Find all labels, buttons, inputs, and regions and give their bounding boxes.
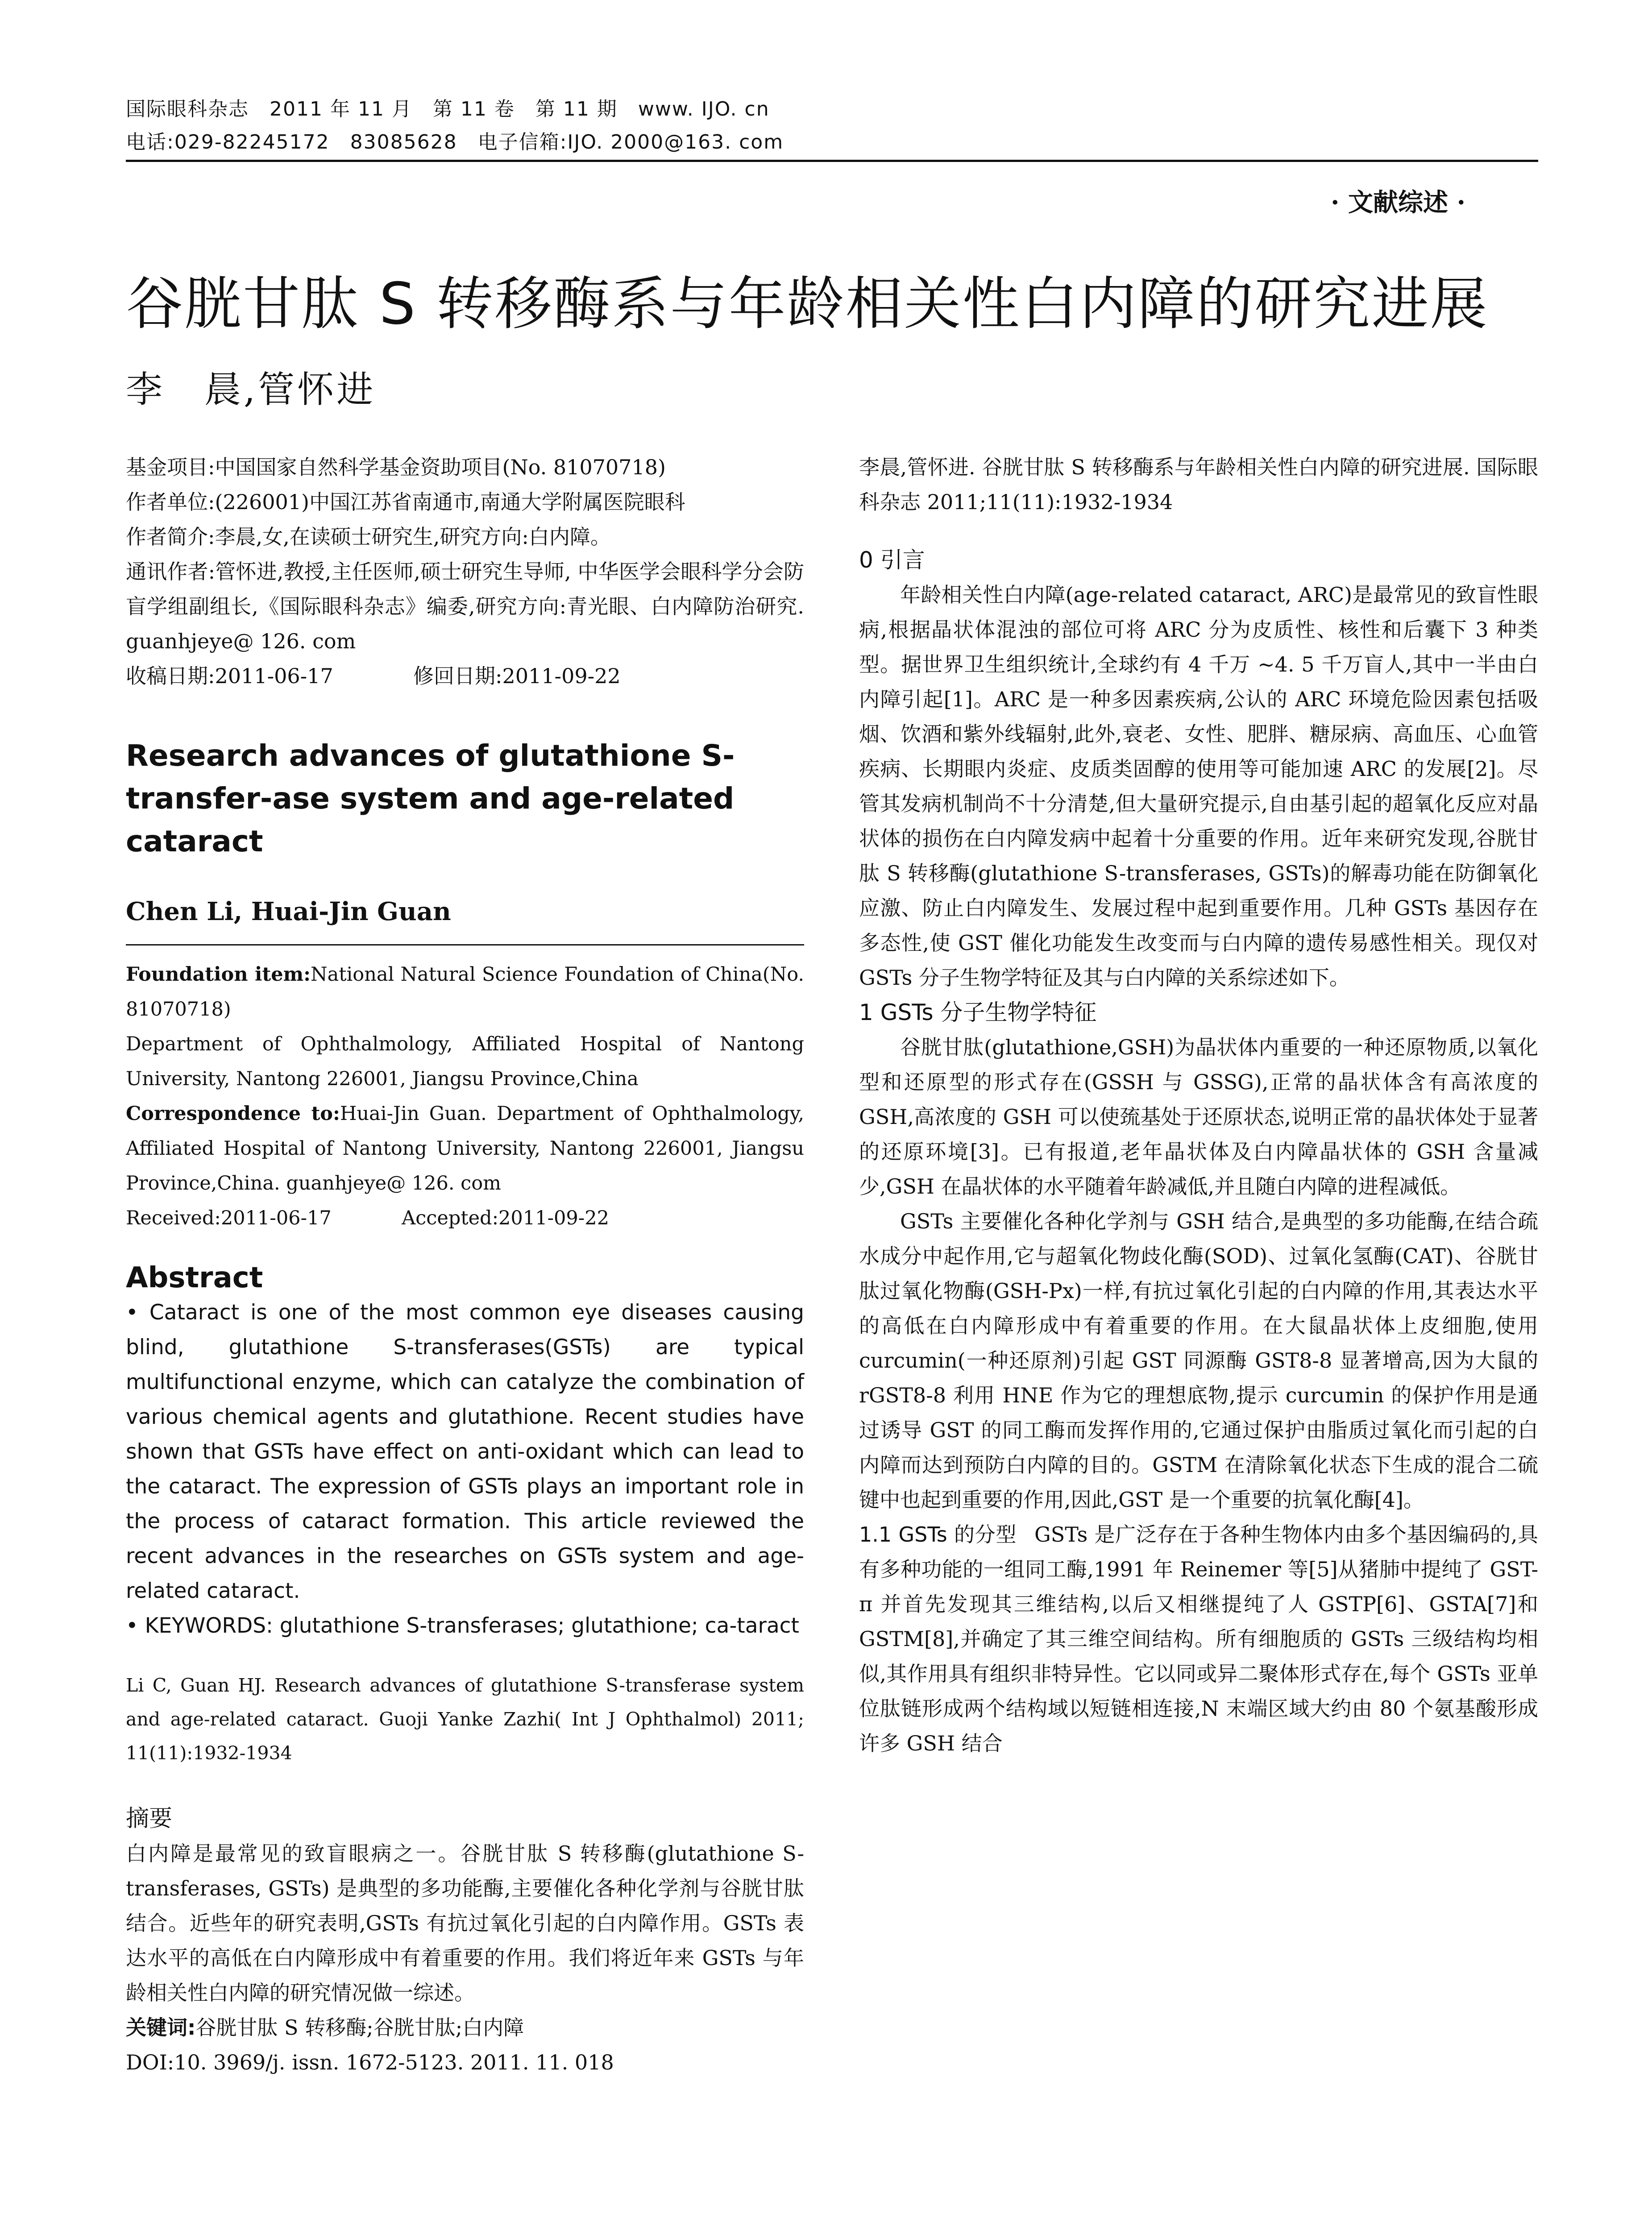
correspondence-en bbox=[126, 1096, 804, 1201]
foundation-label-en: Foundation item: bbox=[126, 963, 311, 986]
english-title: Research advances of glutathione S-transfer-ase system and age-related cataract bbox=[126, 738, 735, 858]
header-rule bbox=[126, 160, 1538, 162]
accepted-date-en: Accepted:2011-09-22 bbox=[402, 1207, 609, 1229]
affiliation-cn: 作者单位:(226001)中国江苏省南通市,南通大学附属医院眼科 bbox=[126, 490, 685, 514]
section-1-1-heading: 1.1 GSTs 的分型 bbox=[859, 1522, 1017, 1547]
journal-header-line-1: 国际眼科杂志 2011 年 11 月 第 11 卷 第 11 期 www. IJO. cn bbox=[126, 98, 770, 120]
foundation-cn: 基金项目:中国国家自然科学基金资助项目(No. 81070718) bbox=[126, 455, 666, 479]
keywords-cn bbox=[126, 2010, 804, 2045]
dates-cn bbox=[126, 659, 804, 693]
section-1-paragraph-1: 谷胱甘肽(glutathione,GSH)为晶状体内重要的一种还原物质,以氧化型和还原型的形式存在(GSSH 与 GSSG),正常的晶状体含有高浓度的 GSH,高浓度的 GSH 可以使巯基处于还原状态,说明正常的晶状体处于显著的还原环境[3]。已有报道,老年晶状体及白内障晶状体的 GSH 含量减少,GSH 在晶状体的水平随着年龄减低,并且随白内障的进程减低。 bbox=[859, 1035, 1538, 1198]
abstract-cn-heading: 摘要 bbox=[126, 1805, 173, 1832]
correspondence-text-en: Huai-Jin Guan. Department of Ophthalmology, Affiliated Hospital of Nantong University, Nantong 226001, Jiangsu Province,China. guanhjeye@ 126. com bbox=[126, 1103, 805, 1194]
citation-cn: 李晨,管怀进. 谷胱甘肽 S 转移酶系与年龄相关性白内障的研究进展. 国际眼科杂志 2011;11(11):1932-1934 bbox=[859, 455, 1538, 514]
abstract-text: • Cataract is one of the most common eye diseases causing blind, glutathione S-transferases(GSTs) are typical multifunctional enzyme, which can catalyze the combination of various chemical agents and glutathione. Recent studies have shown that GSTs have effect on anti-oxidant which can lead to the cataract. The expression of GSTs plays an important role in the process of cataract formation. This article reviewed the recent advances in the researches on GSTs system and age-related cataract. bbox=[126, 1300, 804, 1603]
left-column bbox=[126, 450, 804, 2080]
author-bio-cn: 作者简介:李晨,女,在读硕士研究生,研究方向:白内障。 bbox=[126, 525, 611, 549]
received-date-en: Received:2011-06-17 bbox=[126, 1207, 332, 1229]
right-column bbox=[859, 450, 1538, 1761]
journal-header-line-2: 电话:029-82245172 83085628 电子信箱:IJO. 2000@163. com bbox=[126, 131, 784, 153]
section-1-heading: 1 GSTs 分子生物学特征 bbox=[859, 999, 1097, 1025]
correspondence-label-en: Correspondence to: bbox=[126, 1103, 340, 1125]
section-1-paragraph-2: GSTs 主要催化各种化学剂与 GSH 结合,是典型的多功能酶,在结合疏水成分中起作用,它与超氧化物歧化酶(SOD)、过氧化氢酶(CAT)、谷胱甘肽过氧化物酶(GSH-Px)一样,有抗过氧化引起的白内障的作用,其表达水平的高低在白内障形成中有着重要的作用。在大鼠晶状体上皮细胞,使用 curcumin(一种还原剂)引起 GST 同源酶 GST8-8 显著增高,因为大鼠的 rGST8-8 利用 HNE 作为它的理想底物,提示 curcumin 的保护作用是通过诱导 GST 的同工酶而发挥作用的,它通过保护由脂质过氧化而引起的白内障而达到预防白内障的目的。GSTM 在清除氧化状态下生成的混合二硫键中也起到重要的作用,因此,GST 是一个重要的抗氧化酶[4]。 bbox=[859, 1209, 1538, 1512]
dates-en bbox=[126, 1201, 804, 1236]
section-0-heading: 0 引言 bbox=[859, 547, 925, 573]
keywords-cn-text: 谷胱甘肽 S 转移酶;谷胱甘肽;白内障 bbox=[195, 2015, 524, 2040]
article-title: 谷胱甘肽 S 转移酶系与年龄相关性白内障的研究进展 bbox=[126, 271, 1489, 337]
english-authors: Chen Li, Huai-Jin Guan bbox=[126, 897, 451, 926]
received-date-cn: 收稿日期:2011-06-17 bbox=[126, 664, 333, 688]
section-1-1-paragraph bbox=[859, 1517, 1538, 1761]
doi: DOI:10. 3969/j. issn. 1672-5123. 2011. 11. 018 bbox=[126, 2050, 614, 2074]
foundation-en bbox=[126, 957, 804, 1027]
department-en: Department of Ophthalmology, Affiliated Hospital of Nantong University, Nantong 226001, Jiangsu Province,China bbox=[126, 1033, 804, 1090]
abstract-keywords: • KEYWORDS: glutathione S-transferases; glutathione; ca-taract bbox=[126, 1613, 799, 1638]
citation-en: Li C, Guan HJ. Research advances of glutathione S-transferase system and age-related cataract. Guoji Yanke Zazhi( Int J Ophthalmol) 2011; 11(11):1932-1934 bbox=[126, 1675, 804, 1764]
abstract-heading: Abstract bbox=[126, 1261, 263, 1294]
correspondence-cn: 通讯作者:管怀进,教授,主任医师,硕士研究生导师, 中华医学会眼科学分会防盲学组副组长,《国际眼科杂志》编委,研究方向:青光眼、白内障防治研究. guanhjeye@ 126. com bbox=[126, 560, 804, 653]
author-names: 李 晨,管怀进 bbox=[126, 369, 376, 411]
section-1-1-text: GSTs 是广泛存在于各种生物体内由多个基因编码的,具有多种功能的一组同工酶,1991 年 Reinemer 等[5]从猪肺中提纯了 GST-π 并首先发现其三维结构,以后又相继提纯了人 GSTP[6]、GSTA[7]和 GSTM[8],并确定了其三维空间结构。所有细胞质的 GSTs 三级结构均相似,其作用具有组织非特异性。它以同或异二聚体形式存在,每个 GSTs 亚单位肽链形成两个结构域以短链相连接,N 末端区域大约由 80 个氨基酸形成许多 GSH 结合 bbox=[859, 1522, 1538, 1755]
keywords-cn-label: 关键词: bbox=[126, 2015, 196, 2040]
section-0-paragraph: 年龄相关性白内障(age-related cataract, ARC)是最常见的致盲性眼病,根据晶状体混浊的部位可将 ARC 分为皮质性、核性和后囊下 3 种类型。据世界卫生组织统计,全球约有 4 千万 ~4. 5 千万盲人,其中一半由白内障引起[1]。ARC 是一种多因素疾病,公认的 ARC 环境危险因素包括吸烟、饮酒和紫外线辐射,此外,衰老、女性、肥胖、糖尿病、高血压、心血管疾病、长期眼内炎症、皮质类固醇的使用等可能加速 ARC 的发展[2]。尽管其发病机制尚不十分清楚,但大量研究提示,自由基引起的超氧化反应对晶状体的损伤在白内障发病中起着十分重要的作用。近年来研究发现,谷胱甘肽 S 转移酶(glutathione S-transferases, GSTs)的解毒功能在防御氧化应激、防止白内障发生、发展过程中起到重要作用。几种 GSTs 基因存在多态性,使 GST 催化功能发生改变而与白内障的遗传易感性相关。现仅对 GSTs 分子生物学特征及其与白内障的关系综述如下。 bbox=[859, 583, 1538, 990]
revised-date-cn: 修回日期:2011-09-22 bbox=[413, 664, 621, 688]
abstract-cn-text: 白内障是最常见的致盲眼病之一。谷胱甘肽 S 转移酶(glutathione S-transferases, GSTs) 是典型的多功能酶,主要催化各种化学剂与谷胱甘肽结合。近些年的研究表明,GSTs 有抗过氧化引起的白内障作用。GSTs 表达水平的高低在白内障形成中有着重要的作用。我们将近年来 GSTs 与年龄相关性白内障的研究情况做一综述。 bbox=[126, 1841, 804, 2005]
foundation-text-en: National Natural Science Foundation of China(No. 81070718) bbox=[126, 963, 804, 1020]
column-tag: · 文献综述 · bbox=[1331, 188, 1465, 217]
